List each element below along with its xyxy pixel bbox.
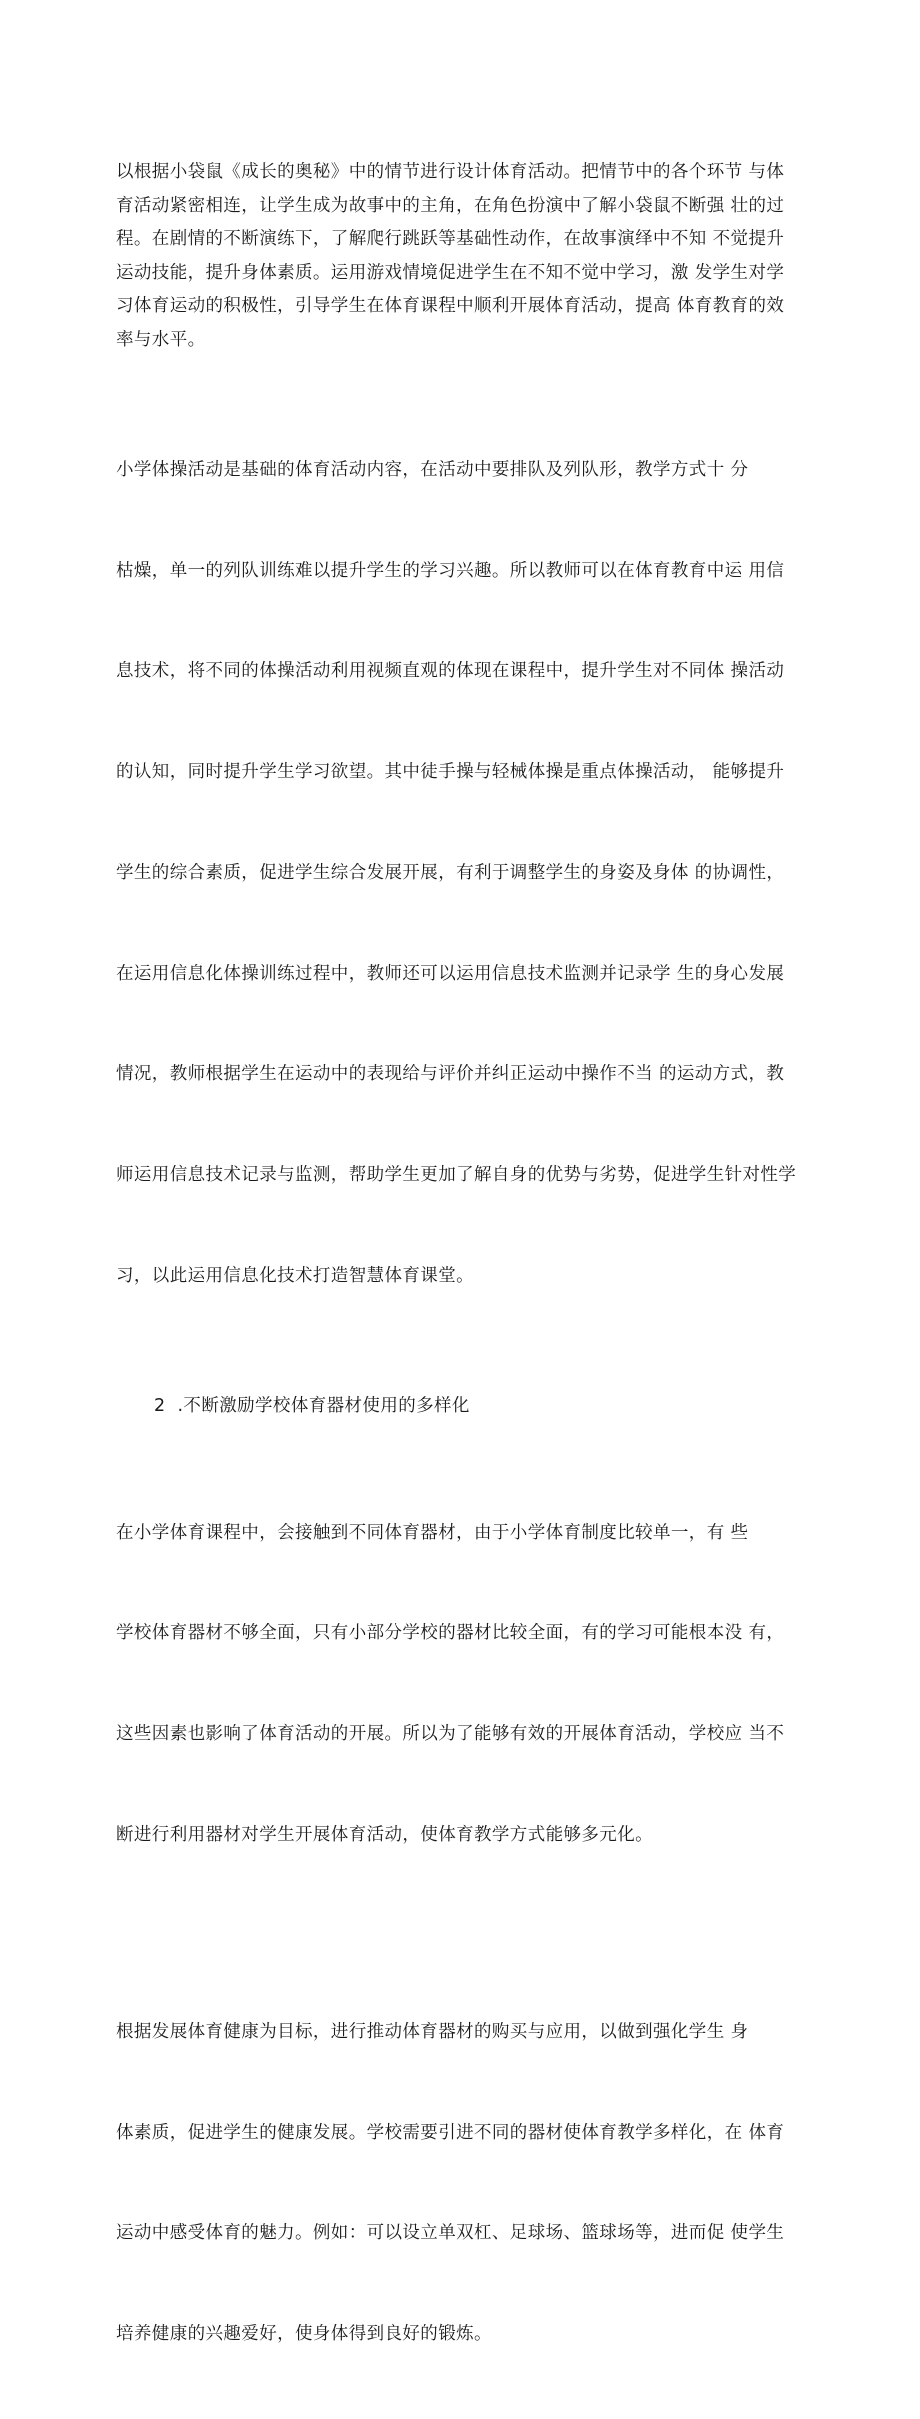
text-line: 率与水平。 bbox=[116, 329, 206, 350]
paragraph-spacer bbox=[116, 1423, 806, 1449]
paragraph-1 bbox=[116, 156, 806, 358]
text-line: 运动技能，提升身体素质。运用游戏情境促进学生在不知不觉中学习，激 发学生对学 bbox=[116, 262, 785, 283]
text-line: 学生的综合素质，促进学生综合发展开展，有利于调整学生的身姿及身体 的协调性， bbox=[116, 862, 785, 883]
text-line: 根据发展体育健康为目标，进行推动体育器材的购买与应用，以做到强化学生 身 bbox=[116, 2021, 749, 2042]
text-line: 息技术，将不同的体操活动利用视频直观的体现在课程中，提升学生对不同体 操活动 bbox=[116, 661, 785, 682]
text-line: 体素质，促进学生的健康发展。学校需要引进不同的器材使体育教学多样化，在 体育 bbox=[116, 2122, 785, 2143]
text-line: 在运用信息化体操训练过程中，教师还可以运用信息技术监测并记录学 生的身心发展 bbox=[116, 963, 785, 984]
text-line: 断进行利用器材对学生开展体育活动，使体育教学方式能够多元化。 bbox=[116, 1824, 653, 1845]
text-line: 习，以此运用信息化技术打造智慧体育课堂。 bbox=[116, 1266, 474, 1286]
text-line: 在小学体育课程中，会接触到不同体育器材，由于小学体育制度比较单一，有 些 bbox=[116, 1522, 749, 1543]
text-line: 学校体育器材不够全面，只有小部分学校的器材比较全面，有的学习可能根本没 有， bbox=[116, 1623, 785, 1644]
document-body bbox=[116, 156, 806, 2419]
text-line: 枯燥，单一的列队训练难以提升学生的学习兴趣。所以教师可以在体育教育中运 用信 bbox=[116, 560, 785, 581]
text-line: 程。在剧情的不断演练下，了解爬行跳跃等基础性动作，在故事演绎中不知 不觉提升 bbox=[116, 229, 785, 250]
section-heading: 2 .不断激励学校体育器材使用的多样化 bbox=[154, 1395, 470, 1416]
paragraph-spacer bbox=[116, 1920, 806, 1949]
text-line: 这些因素也影响了体育活动的开展。所以为了能够有效的开展体育活动，学校应 当不 bbox=[116, 1724, 785, 1745]
text-line: 育活动紧密相连，让学生成为故事中的主角，在角色扮演中了解小袋鼠不断强 壮的过 bbox=[116, 195, 785, 216]
paragraph-2 bbox=[116, 387, 806, 1361]
paragraph-4 bbox=[116, 1949, 806, 2419]
text-line: 师运用信息技术记录与监测，帮助学生更加了解自身的优势与劣势，促进学生针对性学 bbox=[116, 1165, 797, 1186]
paragraph-spacer bbox=[116, 358, 806, 387]
text-line: 的认知，同时提升学生学习欲望。其中徒手操与轻械体操是重点体操活动， 能够提升 bbox=[116, 762, 785, 783]
text-line: 运动中感受体育的魅力。例如：可以设立单双杠、足球场、篮球场等，进而促 使学生 bbox=[116, 2223, 785, 2244]
text-line: 习体育运动的积极性，引导学生在体育课程中顺利开展体育活动，提高 体育教育的效 bbox=[116, 296, 785, 317]
text-line: 培养健康的兴趣爱好，使身体得到良好的锻炼。 bbox=[116, 2324, 492, 2345]
text-line: 小学体操活动是基础的体育活动内容，在活动中要排队及列队形，教学方式十 分 bbox=[116, 459, 749, 480]
paragraph-3 bbox=[116, 1449, 806, 1919]
text-line: 情况，教师根据学生在运动中的表现给与评价并纠正运动中操作不当 的运动方式，教 bbox=[116, 1064, 785, 1085]
text-line: 以根据小袋鼠《成长的奥秘》中的情节进行设计体育活动。把情节中的各个环节 与体 bbox=[116, 162, 785, 182]
paragraph-spacer bbox=[116, 1361, 806, 1390]
